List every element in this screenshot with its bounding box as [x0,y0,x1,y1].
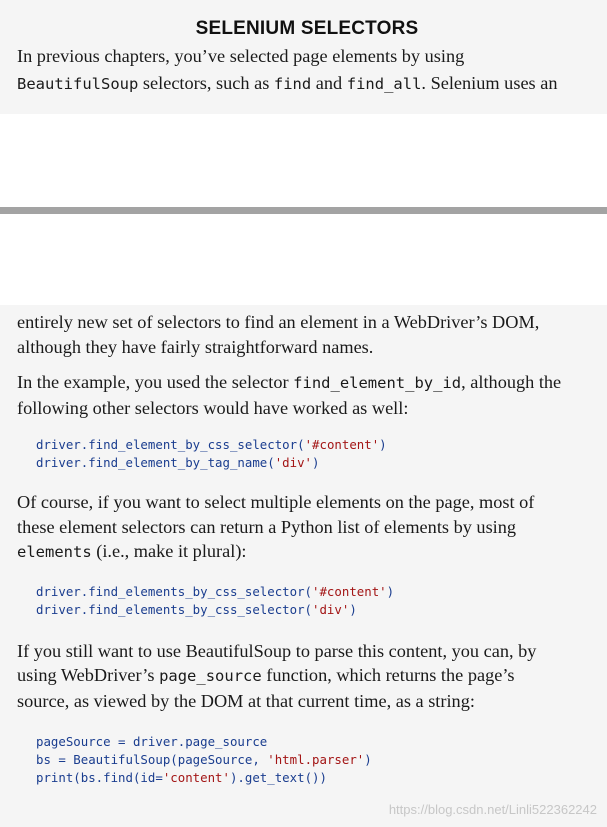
para1-line1-text: In previous chapters, you’ve selected page elements by using [17,46,465,66]
watermark-url: https://blog.csdn.net/Linli522362242 [388,802,597,817]
code2-line1: driver.find_elements_by_css_selector('#content') [36,583,395,599]
inline-code-elements: elements [17,543,92,561]
para4-line3: source, as viewed by the DOM at that current time, as a string: [17,690,475,711]
para1-text-b: and [311,72,347,93]
para2-line1 [17,370,597,396]
code-block-1 [17,436,597,472]
code3-line2: bs = BeautifulSoup(pageSource, 'html.parser') [36,752,372,767]
para2-line2: following other selectors would have worked as well: [17,397,409,418]
para2-text-a: In the example, you used the selector [17,372,294,392]
para2-text-b: , although the [461,372,562,392]
code3-line3: print(bs.find(id='content').get_text()) [36,770,327,785]
code-block-3 [17,733,597,787]
para3-line1: Of course, if you want to select multiple elements on the page, most of [17,492,535,512]
para1-line2 [17,71,597,97]
inline-code-find-element-by-id: find_element_by_id [293,374,462,392]
para1-line4: although they have fairly straightforward names. [17,336,374,357]
para3-line3 [17,539,597,565]
inline-code-beautifulsoup: BeautifulSoup [17,74,139,93]
para4-text-a: using WebDriver’s [17,665,160,685]
code1-line1: driver.find_element_by_css_selector('#content') [36,437,387,452]
inline-code-page-source: page_source [159,667,262,685]
section-title: SELENIUM SELECTORS [195,18,419,39]
section-divider [0,207,607,214]
para4-line2 [17,663,597,689]
code1-line2: driver.find_element_by_tag_name('div') [36,455,320,470]
code3-line1: pageSource = driver.page_source [36,734,268,749]
para4-text-b: function, which returns the page’s [261,665,515,685]
para3-text-a: (i.e., make it plural): [91,541,247,561]
inline-code-find-all: find_all [346,74,422,93]
bottom-excerpt-panel [0,305,607,827]
para3-line2: these element selectors can return a Python list of elements by using [17,516,517,537]
para1-text-a: selectors, such as [138,72,274,93]
para1-line1 [17,44,597,69]
code-block-2 [17,583,597,619]
inline-code-find: find [273,74,312,93]
top-excerpt-panel [0,0,607,114]
code2-line2: driver.find_elements_by_css_selector('div') [36,601,357,617]
para4-line1: If you still want to use BeautifulSoup to parse this content, you can, by [17,640,537,661]
para1-line3: entirely new set of selectors to find an element in a WebDriver’s DOM, [17,312,540,332]
para1-text-c: . Selenium uses an [421,72,558,93]
